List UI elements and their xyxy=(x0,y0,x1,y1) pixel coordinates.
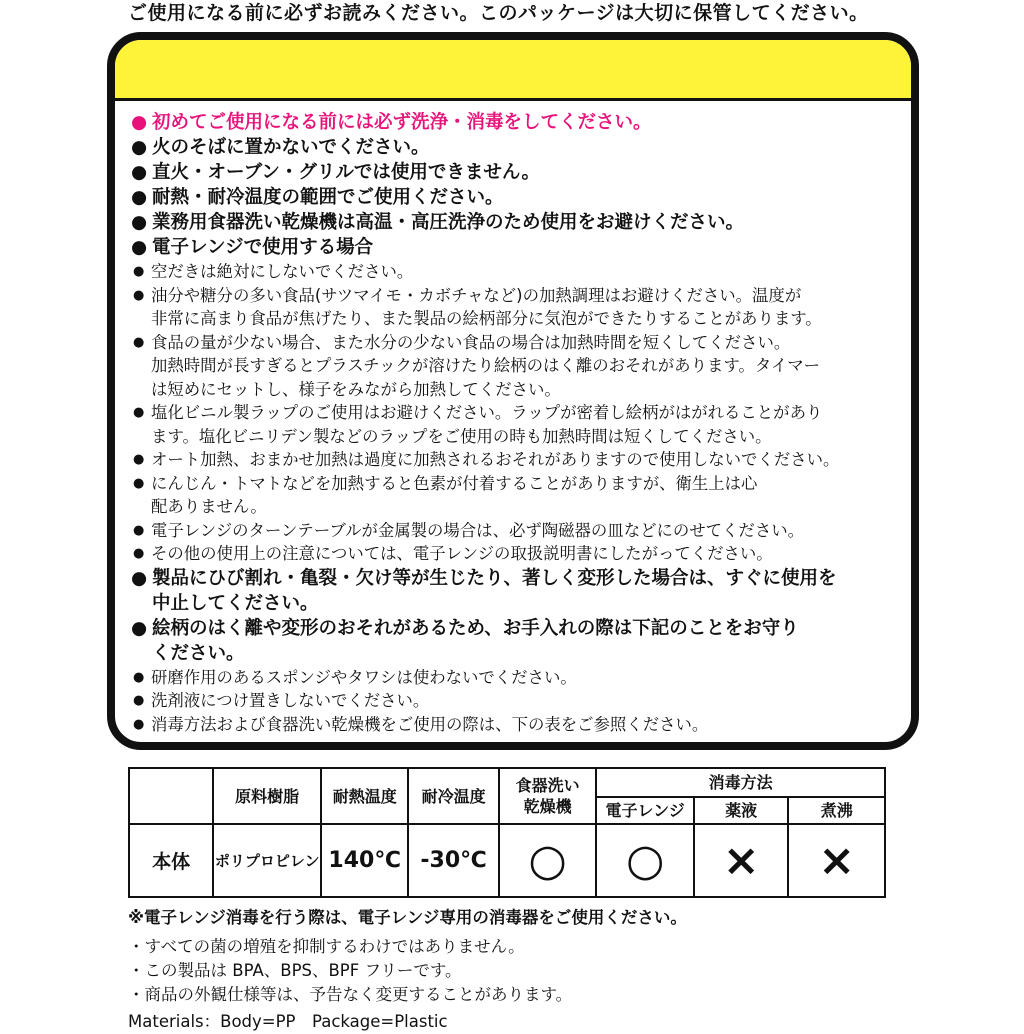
warning-sub-item xyxy=(131,542,901,566)
warning-sub-item xyxy=(131,331,901,355)
header-boiling: 煮沸 xyxy=(788,797,885,824)
warning-sub-item xyxy=(131,378,901,402)
warning-text: 業務用食器洗い乾燥機は高温・高圧洗浄のため使用をお避けください。 xyxy=(152,212,745,233)
bullet-icon: ● xyxy=(133,693,145,708)
warning-header-band xyxy=(115,40,911,101)
footnote-item: ・商品の外観仕様等は、予告なく変更することがあります。 xyxy=(128,985,573,1004)
warning-main-item xyxy=(131,591,901,616)
bullet-icon: ● xyxy=(131,617,148,639)
header-dishwasher xyxy=(499,768,597,824)
bullet-icon: ● xyxy=(133,264,145,279)
spec-table xyxy=(128,767,886,898)
warning-sub-item xyxy=(131,401,901,425)
warning-text: 研磨作用のあるスポンジやタワシは使わないでください。 xyxy=(151,667,577,687)
warning-text: ください。 xyxy=(152,642,245,664)
cell-cold: -30℃ xyxy=(408,824,498,897)
bullet-icon: ● xyxy=(133,475,145,491)
bullet-icon: ● xyxy=(131,567,148,589)
warning-text: 食品の量が少ない場合、また水分の少ない食品の場合は加熱時間を短くしてください。 xyxy=(151,332,791,352)
bullet-icon: ● xyxy=(131,162,148,183)
warning-sub-item xyxy=(131,425,901,449)
bullet-icon: ● xyxy=(133,716,145,732)
cell-heat: 140℃ xyxy=(321,824,408,897)
warning-text: 洗剤液につけ置きしないでください。 xyxy=(151,691,430,710)
warning-text: 空だきは絶対にしないでください。 xyxy=(151,262,414,281)
header-heat-resistance: 耐熱温度 xyxy=(321,768,408,824)
header-disinfection: 消毒方法 xyxy=(596,768,885,797)
bullet-icon: ● xyxy=(133,405,145,420)
warning-text: 消毒方法および食器洗い乾燥機をご使用の際は、下の表をご参照ください。 xyxy=(151,714,709,734)
warning-sub-item xyxy=(131,284,901,308)
footnote-microwave: ※電子レンジ消毒を行う際は、電子レンジ専用の消毒器をご使用ください。 xyxy=(128,908,687,927)
footnote-item: ・すべての菌の増殖を抑制するわけではありません。 xyxy=(128,937,525,956)
bullet-icon: ● xyxy=(133,334,145,350)
cell-boiling-ng: × xyxy=(788,824,885,897)
footnote-item: ・この製品は BPA、BPS、BPF フリーです。 xyxy=(128,961,462,980)
bullet-icon: ● xyxy=(133,287,145,303)
warning-sub-item xyxy=(131,689,901,713)
warning-main-item xyxy=(131,135,901,160)
warning-text: 塩化ビニル製ラップのご使用はお避けください。ラップが密着し絵柄がはがれることがあり xyxy=(151,403,823,422)
warning-sub-item xyxy=(131,666,901,690)
warning-box xyxy=(107,32,919,750)
materials-line: Materials：Body=PP Package=Plastic xyxy=(128,1012,448,1031)
warning-text: 非常に高まり食品が焦げたり、また製品の絵柄部分に気泡ができたりすることがあります。 xyxy=(151,309,822,328)
warning-text: 耐熱・耐冷温度の範囲でご使用ください。 xyxy=(152,187,504,208)
bullet-icon: ● xyxy=(131,187,148,208)
warning-main-item xyxy=(131,160,901,185)
warning-main-item xyxy=(131,616,901,641)
warning-list xyxy=(131,110,901,736)
warning-sub-item xyxy=(131,260,901,284)
cell-dishwasher-ok: ○ xyxy=(499,824,597,897)
warning-text: 中止してください。 xyxy=(152,592,319,614)
row-label-body: 本体 xyxy=(129,824,213,897)
warning-text: にんじん・トマトなどを加熱すると色素が付着することがありますが、衛生上は心 xyxy=(151,473,758,493)
warning-main-item xyxy=(131,185,901,210)
warning-text: 火のそばに置かないでください。 xyxy=(152,137,430,158)
header-cold-resistance: 耐冷温度 xyxy=(408,768,498,824)
warning-text: 電子レンジのターンテーブルが金属製の場合は、必ず陶磁器の皿などにのせてください。 xyxy=(151,520,804,540)
warning-sub-item xyxy=(131,307,901,331)
bullet-icon: ● xyxy=(133,452,145,467)
warning-text: 製品にひび割れ・亀裂・欠け等が生じたり、著しく変形した場合は、すぐに使用を xyxy=(152,567,837,589)
bullet-icon: ● xyxy=(131,212,148,233)
warning-text: オート加熱、おまかせ加熱は過度に加熱されるおそれがありますので使用しないでください。 xyxy=(151,450,840,469)
warning-main-item xyxy=(131,566,901,591)
header-dishwasher-line2: 乾燥機 xyxy=(523,797,572,816)
bullet-icon: ● xyxy=(131,237,148,258)
top-notice: ご使用になる前に必ずお読みください。このパッケージは大切に保管してください。 xyxy=(128,2,869,24)
header-chemical: 薬液 xyxy=(694,797,789,824)
header-dishwasher-line1: 食器洗い xyxy=(515,776,580,795)
warning-text: 配ありません。 xyxy=(151,497,267,516)
spec-header-blank xyxy=(129,768,213,824)
bullet-icon: ● xyxy=(133,669,145,685)
warning-text: は短めにセットし、様子をみながら加熱してください。 xyxy=(151,379,561,399)
cell-material: ポリプロピレン xyxy=(213,824,321,897)
warning-text: 初めてご使用になる前には必ず洗浄・消毒をしてください。 xyxy=(152,112,652,133)
warning-text: 電子レンジで使用する場合 xyxy=(152,237,374,258)
warning-sub-item xyxy=(131,713,901,737)
warning-main-item xyxy=(131,641,901,666)
warning-text: 直火・オーブン・グリルでは使用できません。 xyxy=(152,162,540,183)
header-microwave: 電子レンジ xyxy=(596,797,694,824)
warning-sub-item xyxy=(131,519,901,543)
bullet-icon: ● xyxy=(131,137,148,158)
warning-text: その他の使用上の注意については、電子レンジの取扱説明書にしたがってください。 xyxy=(151,544,773,563)
warning-sub-item xyxy=(131,495,901,519)
warning-sub-item xyxy=(131,472,901,496)
bullet-icon: ● xyxy=(133,522,145,538)
warning-text: 加熱時間が長すぎるとプラスチックが溶けたり絵柄のはく離のおそれがあります。タイマー xyxy=(151,356,821,375)
warning-sub-item xyxy=(131,448,901,472)
warning-main-item xyxy=(131,110,901,135)
cell-chemical-ng: × xyxy=(694,824,789,897)
header-material: 原料樹脂 xyxy=(213,768,321,824)
bullet-icon: ● xyxy=(131,112,148,133)
warning-sub-item xyxy=(131,354,901,378)
warning-main-item xyxy=(131,210,901,235)
cell-microwave-ok: ○ xyxy=(596,824,694,897)
warning-text: 油分や糖分の多い食品(サツマイモ・カボチャなど)の加熱調理はお避けください。温度が xyxy=(151,285,802,305)
warning-main-item xyxy=(131,235,901,260)
warning-text: 絵柄のはく離や変形のおそれがあるため、お手入れの際は下記のことをお守り xyxy=(152,617,799,639)
bullet-icon: ● xyxy=(133,546,145,561)
warning-text: ます。塩化ビニリデン製などのラップをご使用の時も加熱時間は短くしてください。 xyxy=(151,426,772,446)
